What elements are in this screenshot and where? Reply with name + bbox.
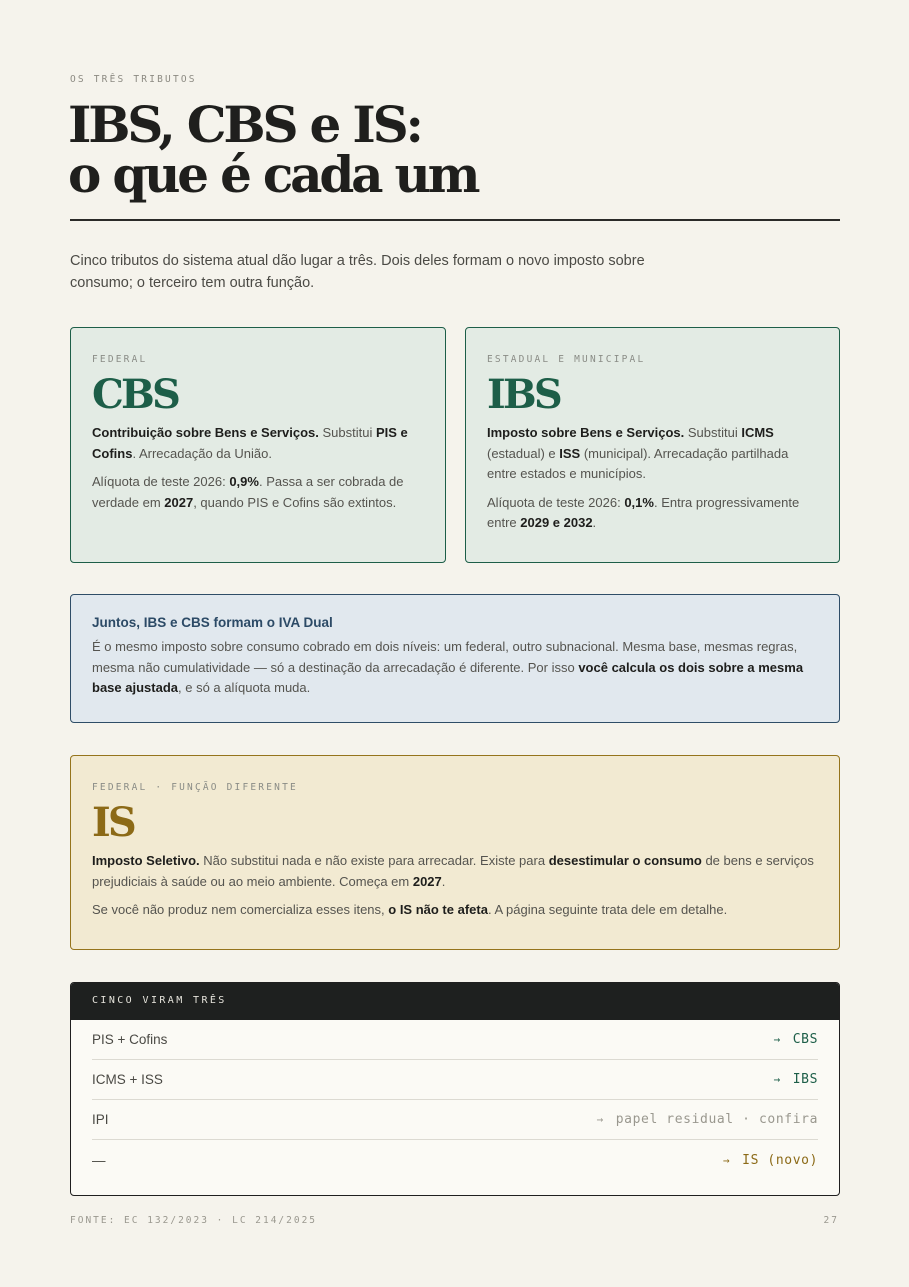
is-card	[70, 755, 840, 950]
ibs-description: Imposto sobre Bens e Serviços. Substitui ICMS (estadual) e ISS (municipal). Arrecadação partilhada entre estados e municípios.	[487, 425, 789, 481]
ibs-code: IBS	[487, 371, 561, 418]
is-note: Se você não produz nem comercializa esses itens, o IS não te afeta. A página seguinte trata dele em detalhe.	[92, 902, 728, 917]
row-target	[773, 1072, 818, 1087]
row-target-label: IS (novo)	[742, 1152, 818, 1168]
cbs-description: Contribuição sobre Bens e Serviços. Substitui PIS e Cofins. Arrecadação da União.	[92, 425, 408, 461]
table-row	[92, 1100, 818, 1140]
row-target-label: CBS	[792, 1032, 818, 1047]
lead-paragraph: Cinco tributos do sistema atual dão lugar a três. Dois deles formam o novo imposto sobre consumo; o terceiro tem outra função.	[70, 253, 645, 291]
table-row	[92, 1060, 818, 1100]
title-line-1: IBS, CBS e IS:	[68, 95, 421, 154]
arrow-right-icon: →	[596, 1113, 604, 1126]
title-line-2: o que é cada um	[68, 145, 478, 204]
ibs-kicker: ESTADUAL E MUNICIPAL	[487, 354, 646, 365]
row-target-label: IBS	[792, 1072, 818, 1087]
page-title	[68, 95, 768, 204]
ibs-card	[465, 327, 840, 563]
cbs-card	[70, 327, 446, 563]
ibs-rate: Alíquota de teste 2026: 0,1%. Entra progressivamente entre 2029 e 2032.	[487, 494, 800, 530]
row-source: ICMS + ISS	[92, 1072, 163, 1087]
mapping-table	[70, 982, 840, 1196]
arrow-right-icon: →	[722, 1153, 731, 1167]
cbs-rate: Alíquota de teste 2026: 0,9%. Passa a ser cobrada de verdade em 2027, quando PIS e Cofins são extintos.	[92, 474, 404, 510]
table-row	[92, 1020, 818, 1060]
source-footnote: FONTE: EC 132/2023 · LC 214/2025	[70, 1215, 318, 1226]
is-description: Imposto Seletivo. Não substitui nada e não existe para arrecadar. Existe para desestimular o consumo de bens e serviços prejudiciais à saúde ou ao meio ambiente. Começa em 2027.	[92, 853, 814, 889]
row-source: IPI	[92, 1112, 109, 1127]
table-row	[92, 1140, 818, 1180]
iva-dual-text: É o mesmo imposto sobre consumo cobrado em dois níveis: um federal, outro subnacional. Mesma base, mesmas regras, mesma não cumulatividade — só a destinação da arrecadação é diferente. Por isso você calcula os dois sobre a mesma base ajustada, e só a alíquota muda.	[92, 639, 804, 695]
is-kicker: FEDERAL · FUNÇÃO DIFERENTE	[92, 782, 298, 793]
mapping-table-body	[71, 1020, 839, 1180]
row-target-label: papel residual · confira	[615, 1112, 818, 1127]
row-source: PIS + Cofins	[92, 1032, 168, 1047]
row-source: —	[92, 1152, 106, 1168]
mapping-table-heading: CINCO VIRAM TRÊS	[71, 983, 839, 1020]
arrow-right-icon: →	[773, 1073, 781, 1086]
cbs-kicker: FEDERAL	[92, 354, 148, 365]
row-target	[723, 1153, 818, 1168]
arrow-right-icon: →	[773, 1033, 781, 1046]
section-eyebrow: OS TRÊS TRIBUTOS	[70, 74, 197, 85]
row-target	[773, 1032, 818, 1047]
is-code: IS	[92, 799, 134, 846]
iva-dual-callout	[70, 594, 840, 723]
title-divider	[70, 219, 840, 221]
cbs-code: CBS	[92, 371, 179, 418]
row-target	[597, 1112, 818, 1127]
iva-dual-title: Juntos, IBS e CBS formam o IVA Dual	[92, 615, 333, 630]
page-number: 27	[823, 1215, 839, 1226]
